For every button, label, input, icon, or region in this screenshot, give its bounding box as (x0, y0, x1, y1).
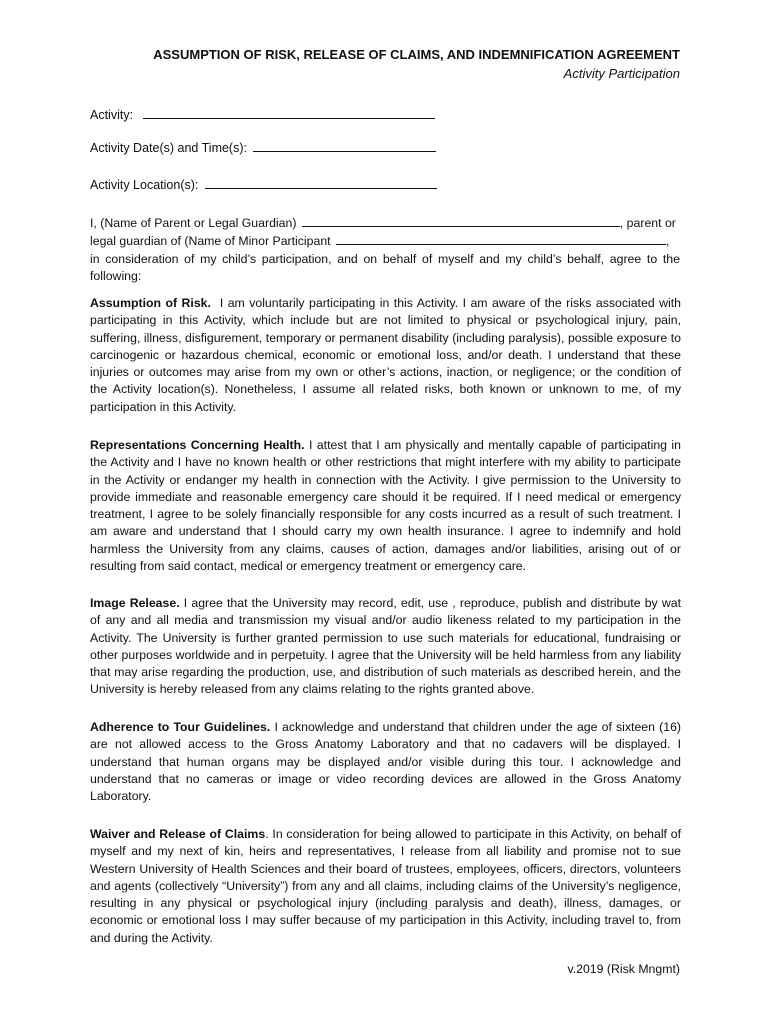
activity-dates-blank[interactable] (253, 139, 436, 152)
section-heading: Image Release. (90, 596, 180, 610)
parent-name-blank[interactable] (302, 214, 620, 227)
section-heading: Adherence to Tour Guidelines. (90, 720, 271, 734)
version-footer: v.2019 (Risk Mngmt) (567, 962, 680, 976)
tour-guidelines-section (90, 719, 681, 805)
section-body: . In consideration for being allowed to participate in this Activity, on behalf of myself and my next of kin, heirs and representatives, I release from all liability and promise not to sue Western University of Health Sciences and their board of trustees, employees, officers, directors, volunteers and agents (collectively “University”) from any and all claims, including claims of the University’s negligence, resulting in any physical or psychological injury (including paralysis and death), illness, damages, or economic or emotional loss I may suffer because of my participation in this Activity, including travel to, from and during the Activity. (90, 827, 681, 945)
minor-name-blank[interactable] (336, 232, 666, 245)
intro-paragraph (90, 214, 680, 286)
activity-location-label: Activity Location(s): (90, 178, 199, 192)
document-subtitle: Activity Participation (563, 66, 680, 81)
parent-suffix: , parent or (619, 216, 676, 230)
activity-label: Activity: (90, 108, 134, 122)
activity-blank[interactable] (143, 106, 435, 119)
section-body: I attest that I am physically and mentally capable of participating in the Activity and I have no known health or other restrictions that might interfere with my ability to participate in the Activity or endanger my health in connection with the Activity. I give permission to the University to provide immediate and reasonable emergency care should it be required. If I need medical or emergency treatment, I agree to be solely financially responsible for any costs incurred as a result of such treatment. I am aware and understand that I should carry my own health insurance. I agree to indemnify and hold harmless the University from any claims, causes of action, damages and/or liabilities, arising out of or resulting from said contact, medical or emergency treatment or emergency care. (90, 438, 682, 574)
image-release-section (90, 595, 681, 699)
section-heading: Assumption of Risk. (90, 296, 211, 310)
parent-line (90, 214, 680, 232)
minor-line (90, 232, 680, 250)
activity-location-blank[interactable] (205, 176, 437, 189)
consideration-text: in consideration of my child’s participation, and on behalf of myself and my child’s behalf, agree to the following: (90, 251, 680, 284)
document-title: ASSUMPTION OF RISK, RELEASE OF CLAIMS, AND INDEMNIFICATION AGREEMENT (153, 47, 680, 62)
activity-dates-field (90, 139, 436, 155)
parent-label: I, (Name of Parent or Legal Guardian) (90, 216, 297, 230)
minor-label: legal guardian of (Name of Minor Participant (90, 234, 331, 249)
section-heading: Waiver and Release of Claims (90, 827, 266, 841)
section-body: I acknowledge and understand that children under the age of sixteen (16) are not allowed access to the Gross Anatomy Laboratory and that no cadavers will be displayed. I understand that human organs may be displayed and/or visible during this tour. I acknowledge and understand that no cameras or image or video recording devices are allowed in the Gross Anatomy Laboratory. (90, 720, 682, 804)
section-heading: Representations Concerning Health. (90, 438, 305, 452)
waiver-release-section (90, 826, 681, 947)
health-representations-section (90, 437, 681, 575)
section-body: I agree that the University may record, edit, use , reproduce, publish and distribute by wat of any and all media and transmission my visual and/or audio likeness related to my participation in the Activity. The University is further granted permission to use such materials for educational, fundraising or other purposes worldwide and in perpetuity. I agree that the University will be held harmless from any liability that may arise regarding the production, use, and distribution of such materials as described herein, and the University is hereby released from any claims relating to the rights granted above. (90, 596, 681, 697)
section-body: I am voluntarily participating in this Activity. I am aware of the risks associated with participating in this Activity, which include but are not limited to physical or psychological injury, pain, suffering, illness, disfigurement, temporary or permanent disability (including paralysis), possible exposure to carcinogenic or hazardous chemical, economic or emotional loss, and/or death. I understand that these injuries or outcomes may arise from my own or other’s actions, inaction, or negligence; or the condition of the Activity location(s). Nonetheless, I assume all related risks, both known or unknown to me, of my participation in this Activity. (90, 296, 681, 414)
activity-field (90, 106, 435, 122)
minor-suffix: , (666, 234, 670, 249)
activity-location-field (90, 176, 437, 192)
assumption-of-risk-section (90, 295, 681, 416)
activity-dates-label: Activity Date(s) and Time(s): (90, 141, 247, 155)
